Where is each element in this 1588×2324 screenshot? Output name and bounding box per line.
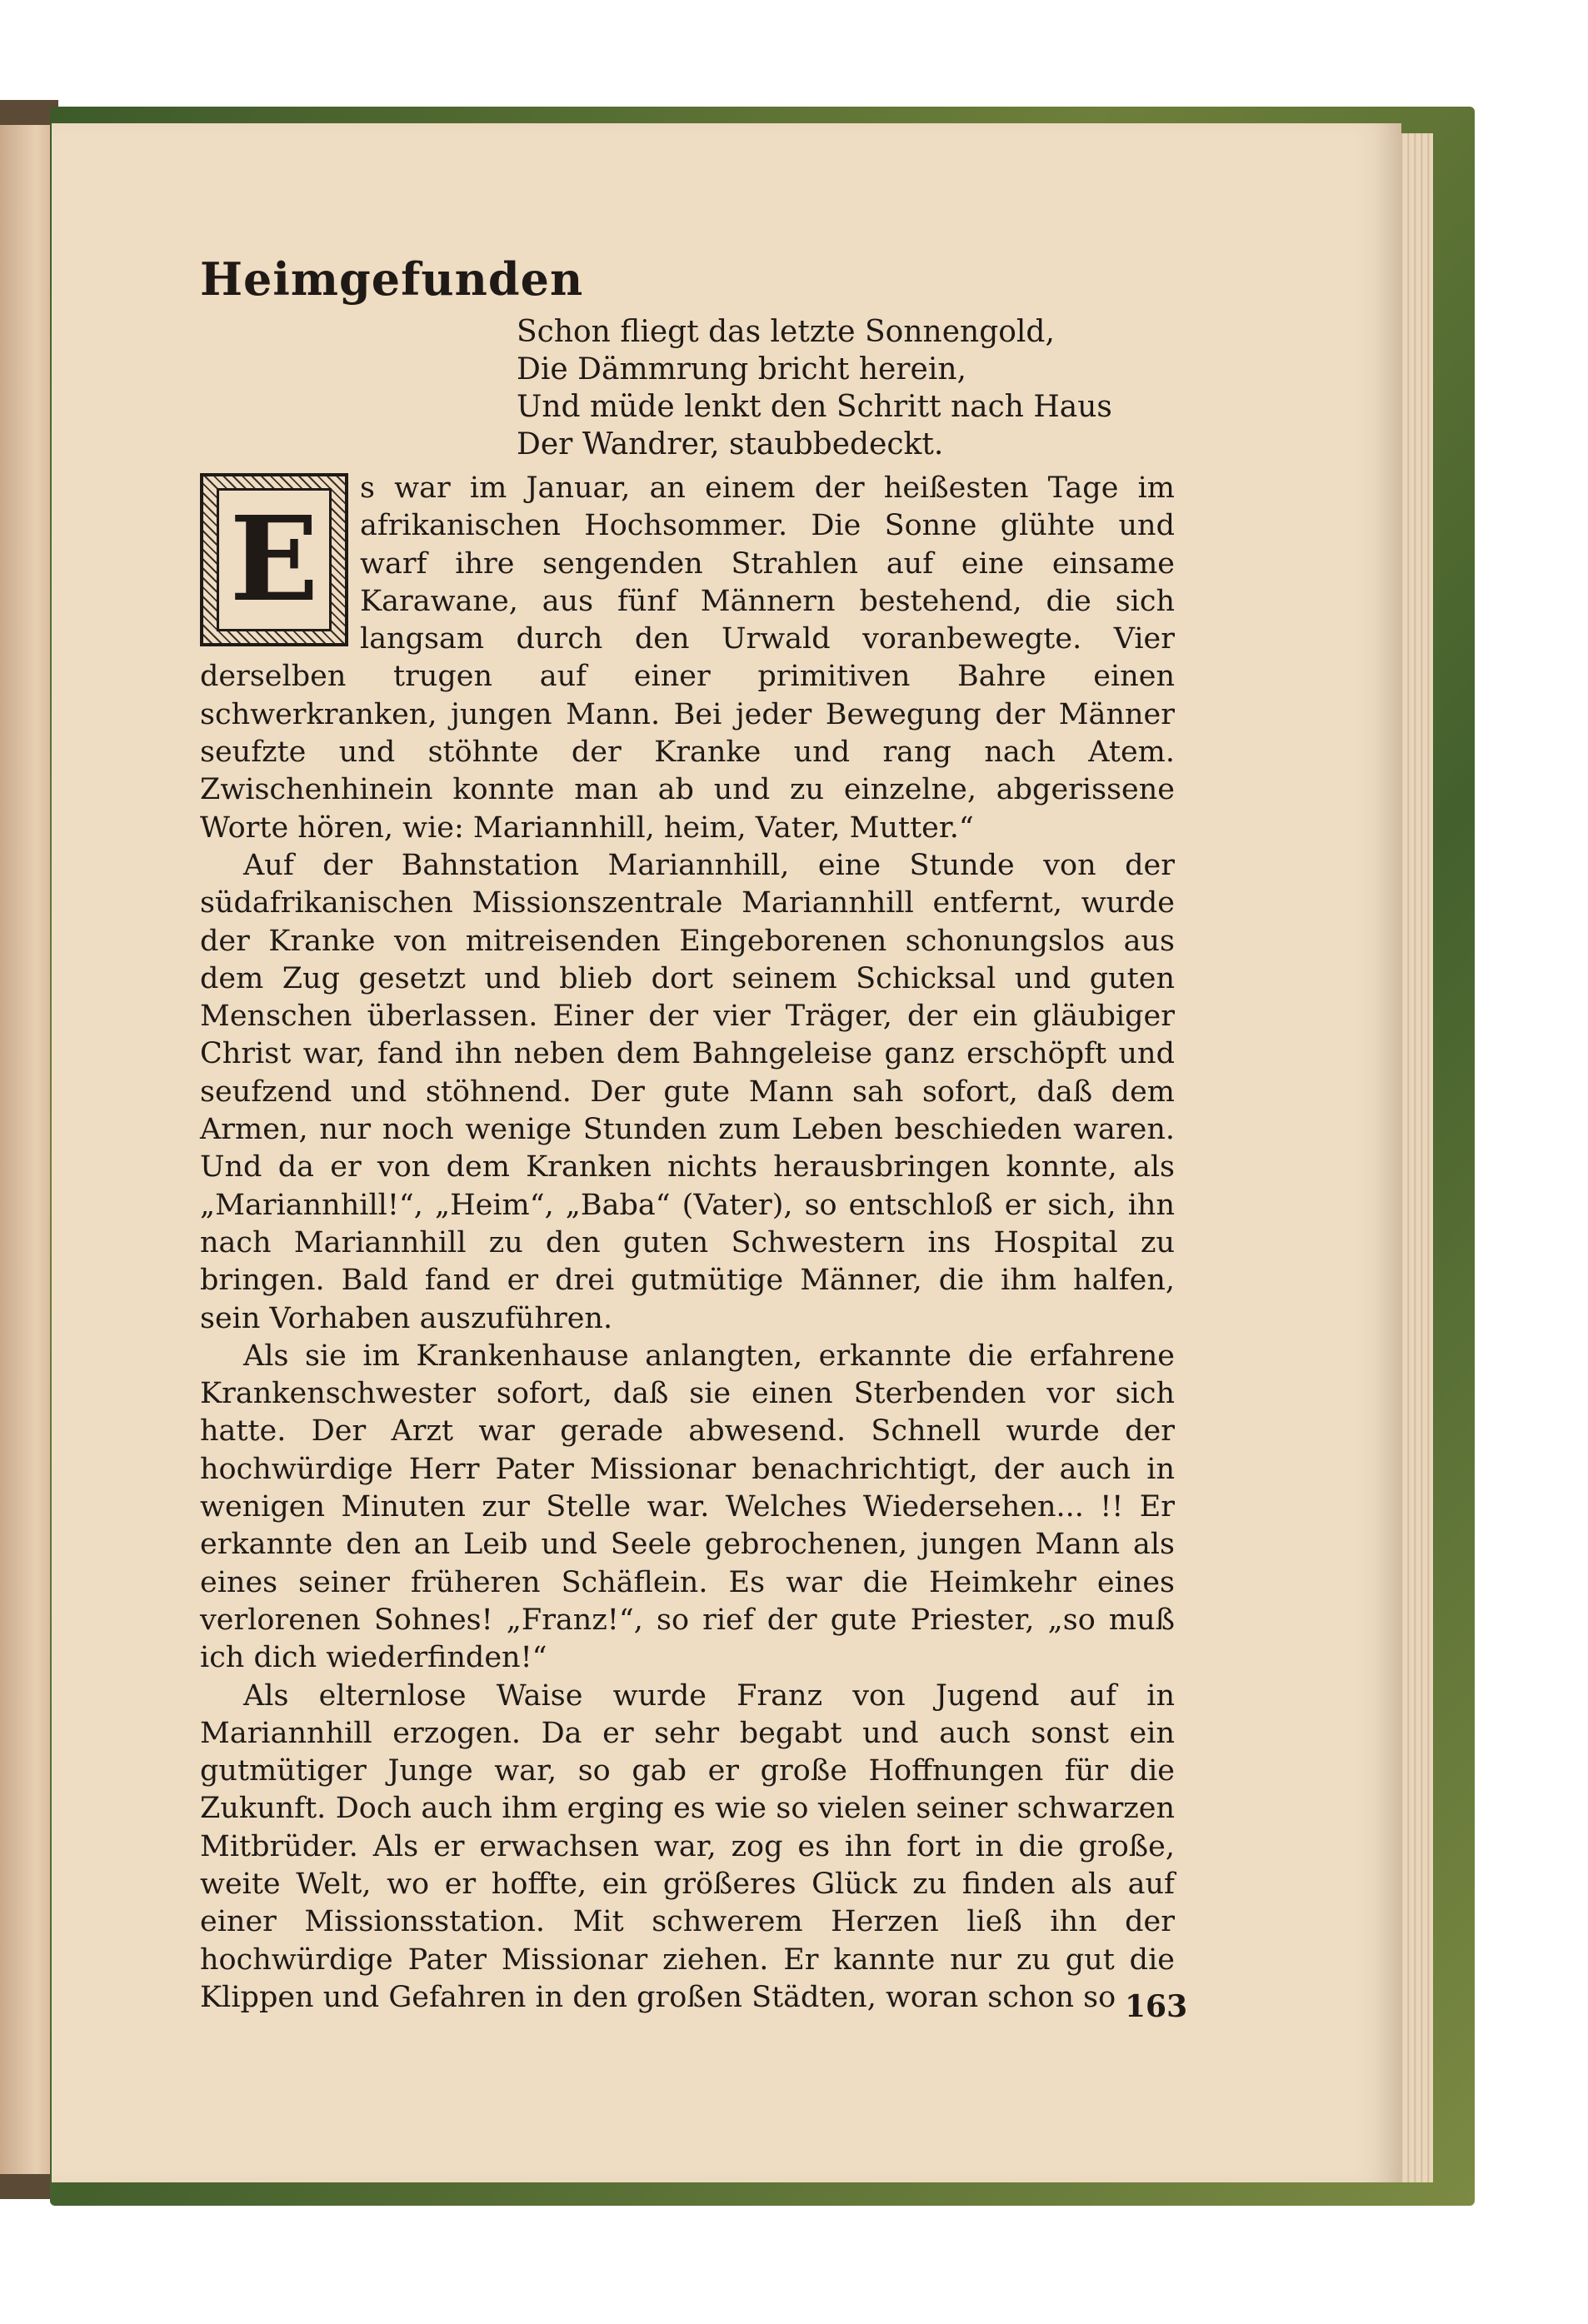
left-page-edge bbox=[0, 125, 52, 2174]
paragraph: s war im Januar, an einem der heißesten Tage im afrikanischen Hochsommer. Die Sonne glühte und warf ihre sengenden Strahlen auf eine einsame Karawane, aus fünf Männern bestehend, die sich langsam durch den Urwald voranbewegte. Vier derselben trugen auf einer primitiven Bahre einen schwerkranken, jungen Mann. Bei jeder Bewegung der Männer seufzte und stöhnte der Kranke und rang nach Atem. Zwischenhinein konnte man ab und zu einzelne, abgerissene Worte hören, wie: Mariannhill, heim, Vater, Mutter.“ bbox=[200, 471, 1175, 845]
ornamental-initial bbox=[200, 473, 348, 646]
ornamental-initial-letter: E bbox=[217, 488, 332, 631]
paragraph: Als elternlose Waise wurde Franz von Jugend auf in Mariannhill erzogen. Da er sehr begabt und auch sonst ein gutmütiger Junge war, so gab er große Hoffnungen für die Zukunft. Doch auch ihm erging es wie so vielen seiner schwarzen Mitbrüder. Als er erwachsen war, zog es ihn fort in die große, weite Welt, wo er hoffte, ein größeres Glück zu finden als auf einer Missionsstation. Mit schwerem Herzen ließ ihn der hochwürdige Pater Missionar ziehen. Er kannte nur zu gut die Klippen und Gefahren in den großen Städten, woran schon so bbox=[200, 1678, 1175, 2014]
article-title: Heimgefunden bbox=[200, 252, 584, 306]
poem bbox=[517, 313, 1175, 463]
page-number: 163 bbox=[1125, 1989, 1188, 2024]
poem-line: Der Wandrer, staubbedeckt. bbox=[517, 427, 944, 461]
paragraph: Als sie im Krankenhause anlangten, erkannte die erfahrene Krankenschwester sofort, daß sie einen Sterbenden vor sich hatte. Der Arzt war gerade abwesend. Schnell wurde der hochwürdige Herr Pater Missionar benachrichtigt, der auch in wenigen Minuten zur Stelle war. Welches Wiedersehen... !! Er erkannte den an Leib und Seele gebrochenen, jungen Mann als eines seiner früheren Schäflein. Es war die Heimkehr eines verlorenen Sohnes! „Franz!“, so rief der gute Priester, „so muß ich dich wiederfinden!“ bbox=[200, 1339, 1175, 1675]
poem-line: Die Dämmrung bricht herein, bbox=[517, 352, 966, 387]
poem-line: Und müde lenkt den Schritt nach Haus bbox=[517, 390, 1112, 424]
poem-line: Schon fliegt das letzte Sonnengold, bbox=[517, 315, 1055, 349]
paragraph: Auf der Bahnstation Mariannhill, eine Stunde von der südafrikanischen Missionszentrale Mariannhill entfernt, wurde der Kranke von mitreisenden Eingeborenen schonungslos aus dem Zug gesetzt und blieb dort seinem Schicksal und guten Menschen überlassen. Einer der vier Träger, der ein gläubiger Christ war, fand ihn neben dem Bahngeleise ganz erschöpft und seufzend und stöhnend. Der gute Mann sah sofort, daß dem Armen, nur noch wenige Stunden zum Leben beschieden waren. Und da er von dem Kranken nichts herausbringen konnte, als „Mariannhill!“, „Heim“, „Baba“ (Vater), so entschloß er sich, ihn nach Mariannhill zu den guten Schwestern ins Hospital zu bringen. Bald fand er drei gutmütige Männer, die ihm halfen, sein Vorhaben auszuführen. bbox=[200, 848, 1175, 1335]
article-body bbox=[200, 470, 1175, 2017]
page-content bbox=[200, 250, 1175, 2017]
